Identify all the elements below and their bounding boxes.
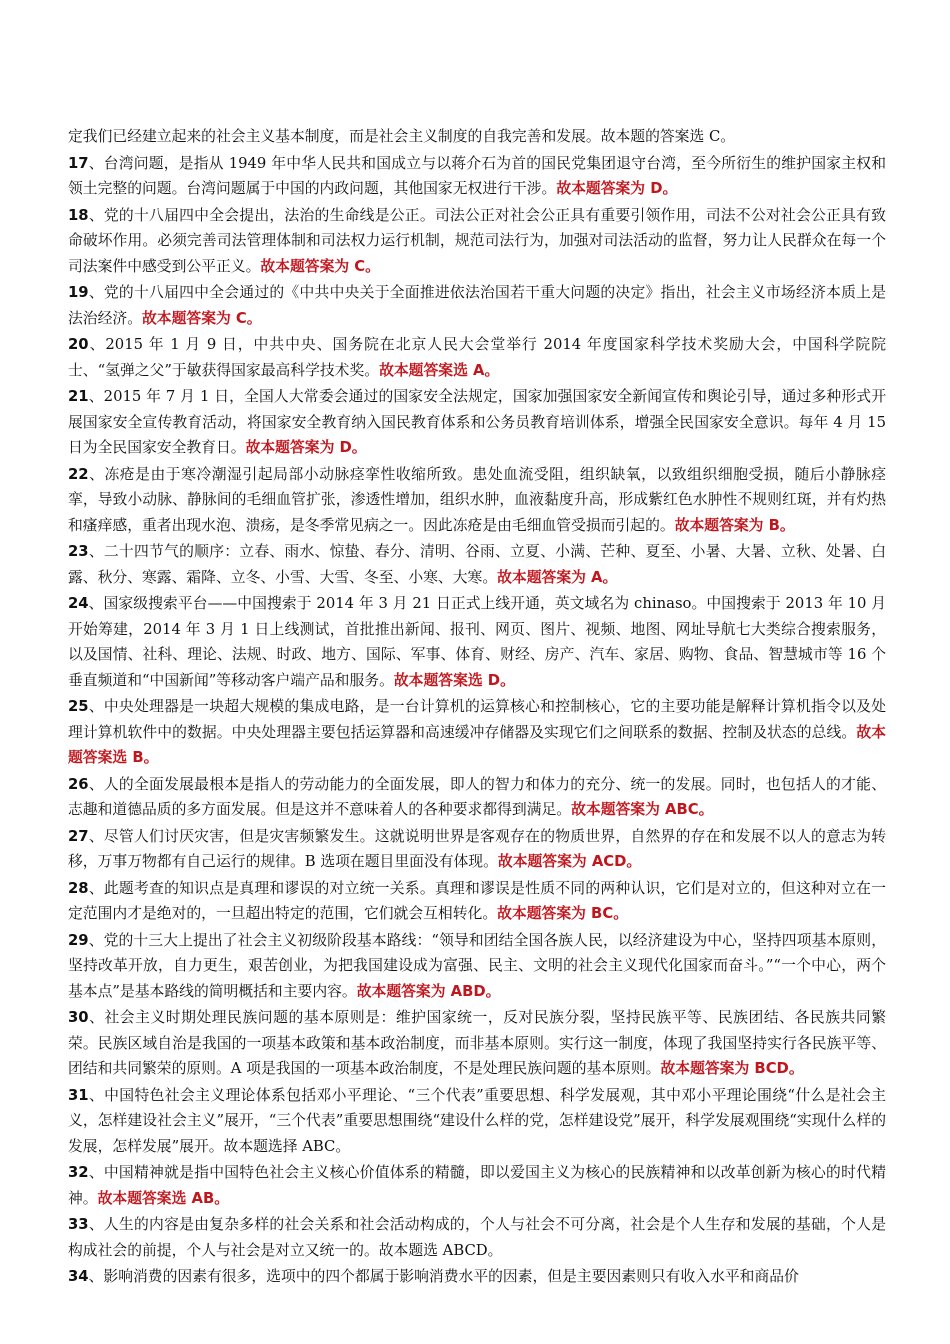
answer-label: 故本题答案为 B。 bbox=[674, 516, 795, 534]
explanation-text: 、人的全面发展最根本是指人的劳动能力的全面发展，即人的智力和体力的充分、统一的发展。同时，也包括人的才能、志趣和道德品质的多方面发展。但是这并不意味着人的各种要求都得到满足。 bbox=[68, 775, 886, 818]
document-page bbox=[68, 124, 886, 1291]
question-number: 33 bbox=[68, 1216, 89, 1233]
question-number: 21 bbox=[68, 388, 89, 405]
explanation-text: 、二十四节气的顺序：立春、雨水、惊蛰、春分、清明、谷雨、立夏、小满、芒种、夏至、小暑、大暑、立秋、处暑、白露、秋分、寒露、霜降、立冬、小雪、大雪、冬至、小寒、大寒。 bbox=[68, 543, 886, 586]
question-number: 29 bbox=[68, 931, 89, 949]
answer-label: 故本题答案为 ABD。 bbox=[356, 982, 501, 1000]
explanation-text: 、中央处理器是一块超大规模的集成电路，是一台计算机的运算核心和控制核心，它的主要功能是解释计算机指令以及处理计算机软件中的数据。中央处理器主要包括运算器和高速缓冲存储器及实现它们之间联系的数据、控制及状态的总线。 bbox=[68, 698, 886, 741]
answer-label: 故本题答案选 A。 bbox=[379, 361, 500, 379]
explanation-text: 、中国特色社会主义理论体系包括邓小平理论、“三个代表”重要思想、科学发展观，其中邓小平理论围绕“什么是社会主义，怎样建设社会主义”展开，“三个代表”重要思想围绕“建设什么样的党，怎样建设党”展开，科学发展观围绕“实现什么样的发展，怎样发展”展开。故本题选择 ABC。 bbox=[68, 1086, 886, 1155]
explanation-paragraph bbox=[68, 203, 886, 280]
explanation-text: 、党的十八届四中全会提出，法治的生命线是公正。司法公正对社会公正具有重要引领作用，司法不公对社会公正具有致命破坏作用。必须完善司法管理体制和司法权力运行机制，规范司法行为，加强对司法活动的监督，努力让人民群众在每一个司法案件中感受到公平正义。 bbox=[68, 206, 886, 275]
question-number: 28 bbox=[68, 879, 89, 897]
explanation-paragraph bbox=[68, 824, 886, 875]
explanation-text: 、冻疮是由于寒冷潮湿引起局部小动脉痉挛性收缩所致。患处血流受阻，组织缺氧，以致组织细胞受损，随后小静脉痉挛，导致小动脉、静脉间的毛细血管扩张，渗透性增加，组织水肿，血液黏度升高，形成紫红色水肿性不规则红斑，并有灼热和瘙痒感，重者出现水泡、溃疡，是冬季常见病之一。因此冻疮是由毛细血管受损而引起的。 bbox=[68, 465, 886, 534]
answer-label: 故本题答案选 B。 bbox=[68, 723, 886, 766]
answer-label: 故本题答案为 ABC。 bbox=[571, 801, 714, 818]
question-number: 25 bbox=[68, 698, 89, 715]
explanation-paragraph bbox=[68, 1160, 886, 1211]
explanation-paragraph bbox=[68, 1005, 886, 1082]
explanation-paragraph bbox=[68, 462, 886, 539]
explanation-text: 、2015 年 1 月 9 日，中共中央、国务院在北京人民大会堂举行 2014 年度国家科学技术奖励大会，中国科学院院士、“氢弹之父”于敏获得国家最高科学技术奖。 bbox=[68, 336, 886, 379]
explanation-text: 、台湾问题，是指从 1949 年中华人民共和国成立与以蒋介石为首的国民党集团退守台湾，至今所衍生的维护国家主权和领土完整的问题。台湾问题属于中国的内政问题，其他国家无权进行干涉。 bbox=[68, 154, 886, 197]
answer-label: 故本题答案为 BC。 bbox=[497, 905, 628, 922]
explanation-text: 、尽管人们讨厌灾害，但是灾害频繁发生。这就说明世界是客观存在的物质世界，自然界的存在和发展不以人的意志为转移，万事万物都有自己运行的规律。B 选项在题目里面没有体现。 bbox=[68, 827, 886, 870]
explanation-text: 定我们已经建立起来的社会主义基本制度，而是社会主义制度的自我完善和发展。故本题的答案选 C。 bbox=[68, 128, 736, 145]
question-number: 31 bbox=[68, 1086, 89, 1104]
explanation-text: 、国家级搜索平台——中国搜索于 2014 年 3 月 21 日正式上线开通，英文域名为 chinaso。中国搜索于 2013 年 10 月开始筹建，2014 年 3 月 1 日上线测试，首批推出新闻、报刊、网页、图片、视频、地图、网址导航七大类综合搜索服务，以及国情、社科、理论、法规、时政、地方、国际、军事、体育、财经、房产、汽车、家居、购物、食品、智慧城市等 16 个垂直频道和“中国新闻”等移动客户端产品和服务。 bbox=[68, 595, 886, 689]
question-number: 19 bbox=[68, 284, 89, 301]
explanation-text: 、影响消费的因素有很多，选项中的四个都属于影响消费水平的因素，但是主要因素则只有收入水平和商品价 bbox=[88, 1268, 799, 1285]
answer-label: 故本题答案为 BCD。 bbox=[660, 1060, 804, 1077]
answer-label: 故本题答案为 D。 bbox=[556, 180, 678, 197]
explanation-paragraph bbox=[68, 384, 886, 461]
explanation-paragraph bbox=[68, 772, 886, 823]
explanation-paragraph bbox=[68, 151, 886, 202]
explanation-paragraph bbox=[68, 124, 886, 150]
question-number: 20 bbox=[68, 336, 89, 353]
answer-explanations bbox=[68, 124, 886, 1290]
question-number: 22 bbox=[68, 465, 89, 483]
explanation-paragraph bbox=[68, 928, 886, 1005]
question-number: 32 bbox=[68, 1164, 89, 1181]
explanation-paragraph bbox=[68, 876, 886, 927]
question-number: 30 bbox=[68, 1009, 89, 1026]
explanation-paragraph bbox=[68, 332, 886, 383]
answer-label: 故本题答案为 ACD。 bbox=[497, 853, 642, 870]
question-number: 26 bbox=[68, 775, 89, 793]
explanation-paragraph bbox=[68, 539, 886, 590]
explanation-paragraph bbox=[68, 591, 886, 693]
explanation-paragraph bbox=[68, 1212, 886, 1263]
question-number: 27 bbox=[68, 827, 89, 845]
explanation-paragraph bbox=[68, 280, 886, 331]
question-number: 34 bbox=[68, 1268, 89, 1285]
explanation-text: 、中国精神就是指中国特色社会主义核心价值体系的精髓，即以爱国主义为核心的民族精神和以改革创新为核心的时代精神。 bbox=[68, 1164, 886, 1207]
answer-label: 故本题答案选 AB。 bbox=[97, 1189, 230, 1207]
explanation-text: 、党的十八届四中全会通过的《中共中央关于全面推进依法治国若干重大问题的决定》指出，社会主义市场经济本质上是法治经济。 bbox=[68, 284, 886, 327]
explanation-text: 、社会主义时期处理民族问题的基本原则是：维护国家统一，反对民族分裂，坚持民族平等、民族团结、各民族共同繁荣。民族区域自治是我国的一项基本政策和基本政治制度，而非基本原则。实行这一制度，体现了我国坚持实行各民族平等、团结和共同繁荣的原则。A 项是我国的一项基本政治制度，不是处理民族问题的基本原则。 bbox=[68, 1009, 886, 1077]
answer-label: 故本题答案为 C。 bbox=[260, 257, 380, 275]
explanation-text: 、2015 年 7 月 1 日，全国人大常委会通过的国家安全法规定，国家加强国家安全新闻宣传和舆论引导，通过多种形式开展国家安全宣传教育活动，将国家安全教育纳入国民教育体系和公务员教育培训体系，增强全民国家安全意识。每年 4 月 15 日为全民国家安全教育日。 bbox=[68, 388, 886, 456]
explanation-paragraph bbox=[68, 694, 886, 771]
answer-label: 故本题答案选 D。 bbox=[393, 671, 515, 689]
question-number: 24 bbox=[68, 595, 89, 612]
explanation-paragraph bbox=[68, 1264, 886, 1290]
explanation-paragraph bbox=[68, 1083, 886, 1160]
explanation-text: 、人生的内容是由复杂多样的社会关系和社会活动构成的，个人与社会不可分离，社会是个人生存和发展的基础，个人是构成社会的前提，个人与社会是对立又统一的。故本题选 ABCD。 bbox=[68, 1216, 886, 1259]
answer-label: 故本题答案为 D。 bbox=[245, 439, 367, 456]
explanation-text: 、党的十三大上提出了社会主义初级阶段基本路线：“领导和团结全国各族人民，以经济建设为中心，坚持四项基本原则，坚持改革开放，自力更生，艰苦创业，为把我国建设成为富强、民主、文明的社会主义现代化国家而奋斗。”“一个中心，两个基本点”是基本路线的简明概括和主要内容。 bbox=[68, 931, 886, 1000]
answer-label: 故本题答案为 A。 bbox=[497, 568, 618, 586]
explanation-text: 、此题考查的知识点是真理和谬误的对立统一关系。真理和谬误是性质不同的两种认识，它们是对立的，但这种对立在一定范围内才是绝对的，一旦超出特定的范围，它们就会互相转化。 bbox=[68, 879, 886, 922]
answer-label: 故本题答案为 C。 bbox=[142, 309, 262, 327]
question-number: 18 bbox=[68, 206, 89, 224]
question-number: 23 bbox=[68, 543, 89, 560]
question-number: 17 bbox=[68, 154, 89, 172]
